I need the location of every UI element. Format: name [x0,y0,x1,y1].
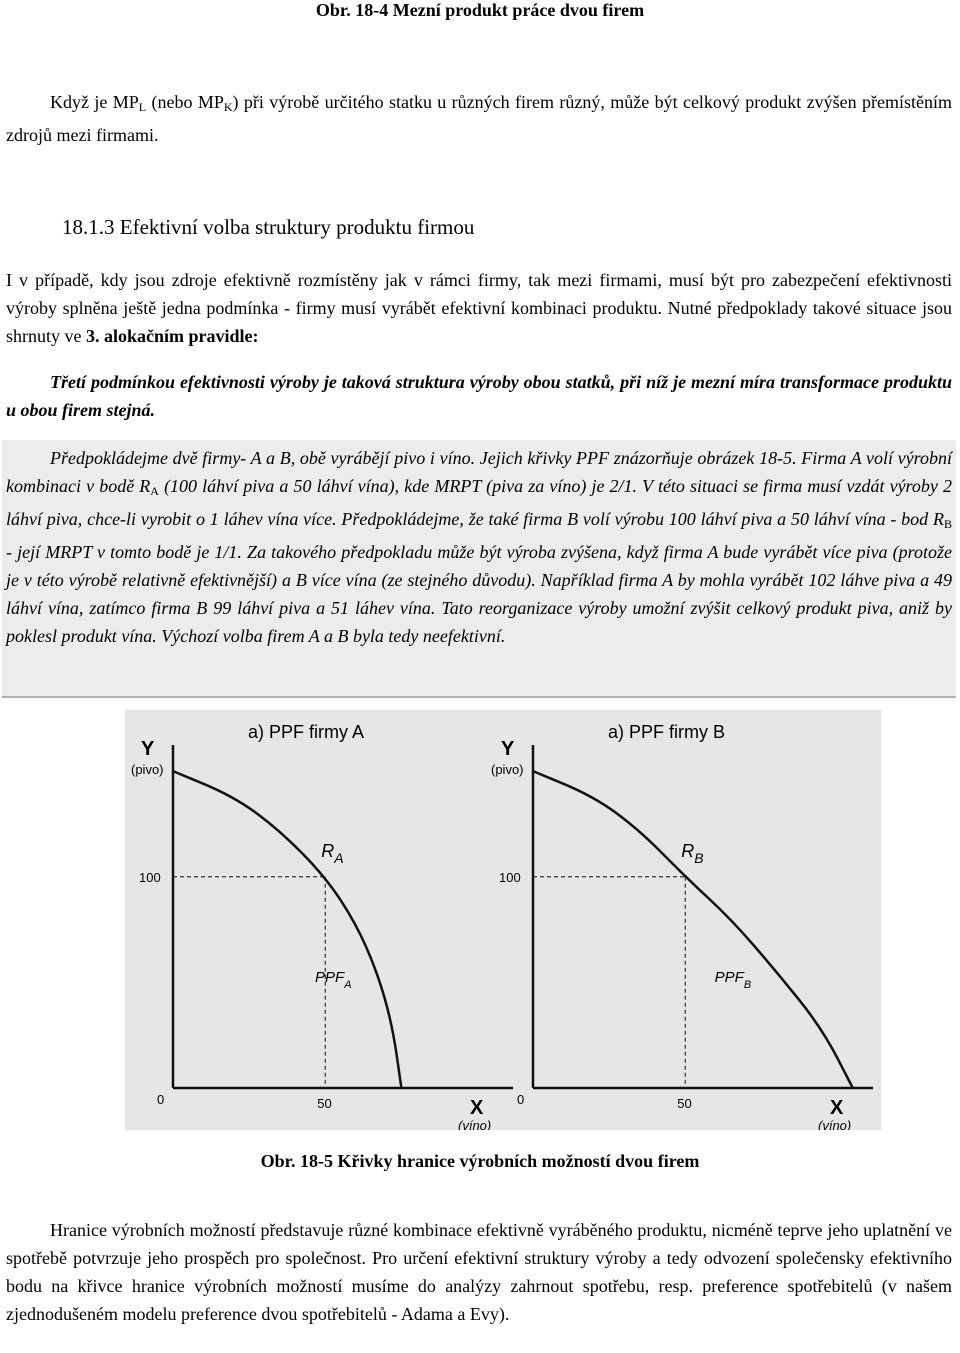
chart-a-curve-label: $PPF_A$ [315,968,352,991]
chart-a-title: a) PPF firmy A [248,722,365,742]
figure-caption-bottom: Obr. 18-5 Křivky hranice výrobních možností dvou firem [260,1151,700,1171]
p2-rule-ref: 3. alokačním pravidle: [86,326,259,346]
chart-a-point-label: $R_A$ [321,840,344,866]
p3-text-c: - její MRPT v tomto bodě je 1/1. Za takového předpokladu může být výroba zvýšena, když firma A bude vyrábět více piva (protože je v této výrobě relativně efektivnější) a B více vína (ze stejného důvodu). Například firma A by mohla vyrábět 102 láhve piva a 49 láhví vína, zatímco firma B 99 láhví piva a 51 láhev vína. Tato reorganizace výroby umožní zvýšit celkový produkt piva, aniž by poklesl produkt vína. Výchozí volba firem A a B byla tedy neefektivní. [6,542,952,646]
chart-a-y-unit: (pivo) [131,762,164,777]
chart-b-x-label: X [830,1097,844,1119]
chart-b-ppf-curve [533,771,853,1088]
section-heading: 18.1.3 Efektivní volba struktury produktu firmou [62,215,475,239]
figure-caption-top: Obr. 18-4 Mezní produkt práce dvou firem [315,0,645,20]
p1-sub-l: L [138,100,147,114]
chart-a-origin: 0 [157,1092,165,1107]
chart-b-y-label: Y [501,738,515,760]
paragraph-example [6,444,952,650]
p3-sub-b: B [943,517,952,531]
p2-text: I v případě, kdy jsou zdroje efektivně rozmístěny jak v rámci firmy, tak mezi firmami, musí být pro zabezpečení efektivnosti výroby splněna ještě jedna podmínka - firmy musí vyrábět efektivní kombinaci produktu. Nutné předpoklady takové situace jsou shrnuty ve [6,270,952,346]
p1-text-b: (nebo MP [146,92,224,112]
chart-b-origin: 0 [517,1092,525,1107]
chart-a-ppf-curve [173,771,401,1088]
chart-b-point-label: $R_B$ [681,840,704,866]
ppf-figure [125,710,881,1130]
chart-a-x-label: X [470,1097,484,1119]
p3-text-a: Předpokládejme dvě firmy- A a B, obě vyrábějí pivo i víno. Jejich křivky PPF znázorňuje obrázek 18-5. Firma A volí výrobní kombinaci v bodě R [6,448,952,496]
chart-b-title: a) PPF firmy B [608,722,726,742]
chart-b-x-tick: 50 [677,1096,692,1111]
chart-a-y-tick: 100 [139,869,161,885]
p3-sub-a: A [150,484,159,498]
allocation-rule: Třetí podmínkou efektivnosti výroby je taková struktura výroby obou statků, při níž je mezní míra transformace produktu u obou firem stejná. [6,372,952,420]
chart-b-x-unit: (víno) [818,1118,852,1130]
chart-b-y-unit: (pivo) [491,762,524,777]
chart-a-y-label: Y [141,738,155,760]
chart-b-y-tick: 100 [499,869,521,885]
paragraph-mp [6,88,952,149]
paragraph-condition [6,266,952,350]
chart-b-curve-label: $PPF_B$ [714,968,752,991]
p1-text-c: ) při výrobě určitého statku u různých firem různý, může být celkový produkt zvýšen přemístěním zdrojů mezi firmami. [6,92,953,145]
p1-sub-k: K [223,100,233,114]
ppf-charts-svg [125,710,881,1130]
p1-text-a: Když je MP [50,92,139,112]
paragraph-ppf-summary: Hranice výrobních možností představuje různé kombinace efektivně vyráběného produktu, nicméně teprve jeho uplatnění ve spotřebě potvrzuje jeho prospěch pro společnost. Pro určení efektivní struktury výroby a tedy odvození společensky efektivního bodu na křivce hranice výrobních možností musíme do analýzy zahrnout spotřebu, resp. preference spotřebitelů (v našem zjednodušeném modelu preference dvou spotřebitelů - Adama a Evy). [6,1220,952,1324]
p3-text-b: (100 láhví piva a 50 láhví vína), kde MRPT (piva za víno) je 2/1. V této situaci se firma musí vzdát výroby 2 láhví piva, chce-li vyrobit o 1 láhev vína více. Předpokládejme, že také firma B volí výrobu 100 láhví piva a 50 láhví vína - bod R [6,476,952,529]
chart-a-x-unit: (víno) [458,1118,492,1130]
chart-a-x-tick: 50 [317,1096,332,1111]
